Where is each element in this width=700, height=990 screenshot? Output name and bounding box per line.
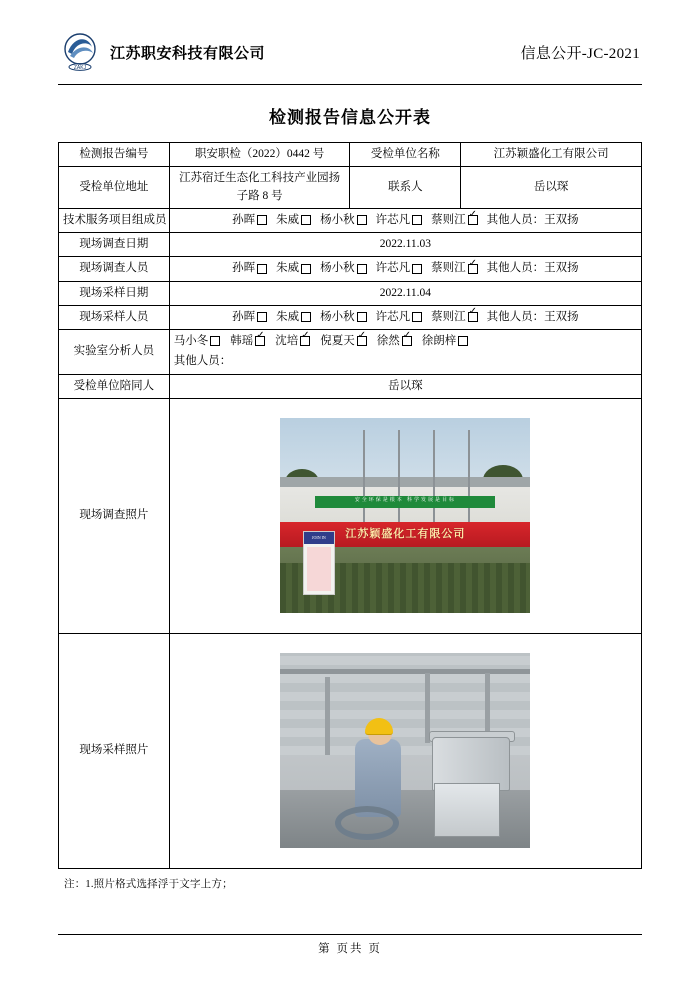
member-checkbox[interactable] xyxy=(257,215,267,225)
member-1 xyxy=(174,333,221,350)
member-name: 朱威 xyxy=(276,262,300,275)
member-name: 倪夏天 xyxy=(320,335,355,347)
survey-photo-cell xyxy=(169,398,641,633)
table-row xyxy=(59,305,642,329)
standee-title: JOIN IN xyxy=(304,532,334,544)
member-checkbox[interactable] xyxy=(412,215,422,225)
other-members: 其他人员：王双扬 xyxy=(486,310,579,323)
member-name: 孙晖 xyxy=(232,262,256,275)
member-name: 韩瑶 xyxy=(230,335,254,347)
client-name-label: 受检单位名称 xyxy=(350,143,461,167)
sampling-staff-member-list xyxy=(174,309,637,326)
member-checkbox[interactable] xyxy=(412,264,422,274)
page-title: 检测报告信息公开表 xyxy=(269,108,431,127)
member-checkbox[interactable] xyxy=(257,264,267,274)
table-row xyxy=(59,281,642,305)
site-banner-text: 江苏颖盛化工有限公司 xyxy=(345,528,466,540)
member-name: 杨小秋 xyxy=(320,213,355,226)
member-checkbox[interactable] xyxy=(301,312,311,322)
member-checkbox[interactable] xyxy=(257,312,267,322)
member-name: 杨小秋 xyxy=(320,262,355,275)
table-row xyxy=(59,633,642,868)
member-3 xyxy=(320,309,367,326)
member-4 xyxy=(320,333,367,350)
survey-date-value: 2022.11.03 xyxy=(169,233,641,257)
page-number: 第 页共 页 xyxy=(318,943,382,955)
member-3 xyxy=(275,333,310,350)
member-checkbox[interactable] xyxy=(300,336,310,346)
survey-date-label: 现场调查日期 xyxy=(59,233,170,257)
sampling-staff-label: 现场采样人员 xyxy=(59,305,170,329)
tech-team-member-list xyxy=(174,212,637,229)
report-no-value: 职安职检（2022）0442 号 xyxy=(169,143,350,167)
lab-staff-member-list xyxy=(174,333,637,350)
svg-text:ZAKJ: ZAKJ xyxy=(73,65,87,71)
survey-staff-label: 现场调查人员 xyxy=(59,257,170,281)
member-checkbox[interactable] xyxy=(301,264,311,274)
table-row xyxy=(59,374,642,398)
contact-label: 联系人 xyxy=(350,167,461,209)
survey-staff-member-list xyxy=(174,260,637,277)
member-1 xyxy=(232,212,267,229)
survey-site-photo xyxy=(280,418,530,613)
member-2 xyxy=(230,333,265,350)
member-name: 马小冬 xyxy=(173,335,209,347)
member-4 xyxy=(376,260,423,277)
member-2 xyxy=(276,309,311,326)
escort-label: 受检单位陪同人 xyxy=(59,374,170,398)
other-members: 其他人员：王双扬 xyxy=(486,262,579,275)
member-6 xyxy=(422,333,469,350)
lab-staff-other-label: 其他人员： xyxy=(173,355,232,368)
member-5 xyxy=(431,309,478,326)
sampling-site-photo xyxy=(280,653,530,848)
escort-value: 岳以琛 xyxy=(169,374,641,398)
member-checkbox[interactable] xyxy=(357,336,367,346)
sampling-photo-label: 现场采样照片 xyxy=(59,633,170,868)
table-row xyxy=(59,143,642,167)
member-name: 徐然 xyxy=(376,335,400,347)
report-info-table xyxy=(58,142,642,869)
member-2 xyxy=(276,260,311,277)
client-address-label: 受检单位地址 xyxy=(59,167,170,209)
company-name: 江苏职安科技有限公司 xyxy=(110,45,266,62)
member-checkbox[interactable] xyxy=(255,336,265,346)
member-checkbox[interactable] xyxy=(412,312,422,322)
other-members: 其他人员：王双扬 xyxy=(486,213,579,226)
member-name: 许芯凡 xyxy=(375,310,411,323)
lab-staff-label: 实验室分析人员 xyxy=(59,330,170,375)
member-4 xyxy=(376,212,423,229)
page-footer xyxy=(58,934,642,956)
table-row xyxy=(59,398,642,633)
header-left xyxy=(58,30,265,74)
member-checkbox[interactable] xyxy=(357,312,367,322)
member-5 xyxy=(431,260,478,277)
member-1 xyxy=(232,260,267,277)
table-row xyxy=(59,167,642,209)
tech-team-value xyxy=(169,208,641,232)
document-code: 信息公开-JC-2021 xyxy=(520,45,640,62)
table-row xyxy=(59,233,642,257)
member-checkbox[interactable] xyxy=(357,215,367,225)
member-4 xyxy=(376,309,423,326)
member-name: 朱威 xyxy=(276,310,300,323)
footer-divider xyxy=(58,934,642,935)
member-name: 沈培 xyxy=(275,335,299,347)
site-top-banner-text: 安全环保是根本 科学发展是目标 xyxy=(315,496,495,508)
member-checkbox[interactable] xyxy=(210,336,220,346)
member-checkbox[interactable] xyxy=(301,215,311,225)
member-name: 蔡则江 xyxy=(431,310,466,323)
client-name-value: 江苏颖盛化工有限公司 xyxy=(461,143,642,167)
member-2 xyxy=(276,212,311,229)
client-address-value: 江苏宿迁生态化工科技产业园扬子路 8 号 xyxy=(169,167,350,209)
member-name: 孙晖 xyxy=(232,310,256,323)
member-5 xyxy=(431,212,478,229)
tech-team-label: 技术服务项目组成员 xyxy=(59,208,170,232)
member-3 xyxy=(320,212,367,229)
member-checkbox[interactable] xyxy=(468,312,478,322)
member-checkbox[interactable] xyxy=(468,215,478,225)
member-name: 许芯凡 xyxy=(375,262,411,275)
contact-value: 岳以琛 xyxy=(461,167,642,209)
table-row xyxy=(59,257,642,281)
sampling-date-label: 现场采样日期 xyxy=(59,281,170,305)
report-no-label: 检测报告编号 xyxy=(59,143,170,167)
member-checkbox[interactable] xyxy=(402,336,412,346)
member-5 xyxy=(377,333,412,350)
survey-staff-value xyxy=(169,257,641,281)
page-header xyxy=(58,26,642,85)
sampling-date-value: 2022.11.04 xyxy=(169,281,641,305)
survey-photo-label: 现场调查照片 xyxy=(59,398,170,633)
member-checkbox[interactable] xyxy=(458,336,468,346)
member-name: 徐朗梓 xyxy=(421,335,457,347)
table-footnote: 注：1.照片格式选择浮于文字上方； xyxy=(64,878,233,890)
sampling-photo-cell xyxy=(169,633,641,868)
member-name: 孙晖 xyxy=(232,213,256,226)
member-name: 蔡则江 xyxy=(431,262,466,275)
site-standee-sign xyxy=(303,531,335,595)
member-name: 蔡则江 xyxy=(431,213,466,226)
lab-staff-value xyxy=(169,330,641,375)
company-logo-icon xyxy=(58,30,102,74)
member-checkbox[interactable] xyxy=(468,264,478,274)
table-row xyxy=(59,330,642,375)
sampling-staff-value xyxy=(169,305,641,329)
table-row xyxy=(59,208,642,232)
lab-staff-other xyxy=(174,353,637,370)
member-name: 许芯凡 xyxy=(375,213,411,226)
member-name: 朱威 xyxy=(276,213,300,226)
member-3 xyxy=(320,260,367,277)
member-name: 杨小秋 xyxy=(320,310,355,323)
member-1 xyxy=(232,309,267,326)
member-checkbox[interactable] xyxy=(357,264,367,274)
